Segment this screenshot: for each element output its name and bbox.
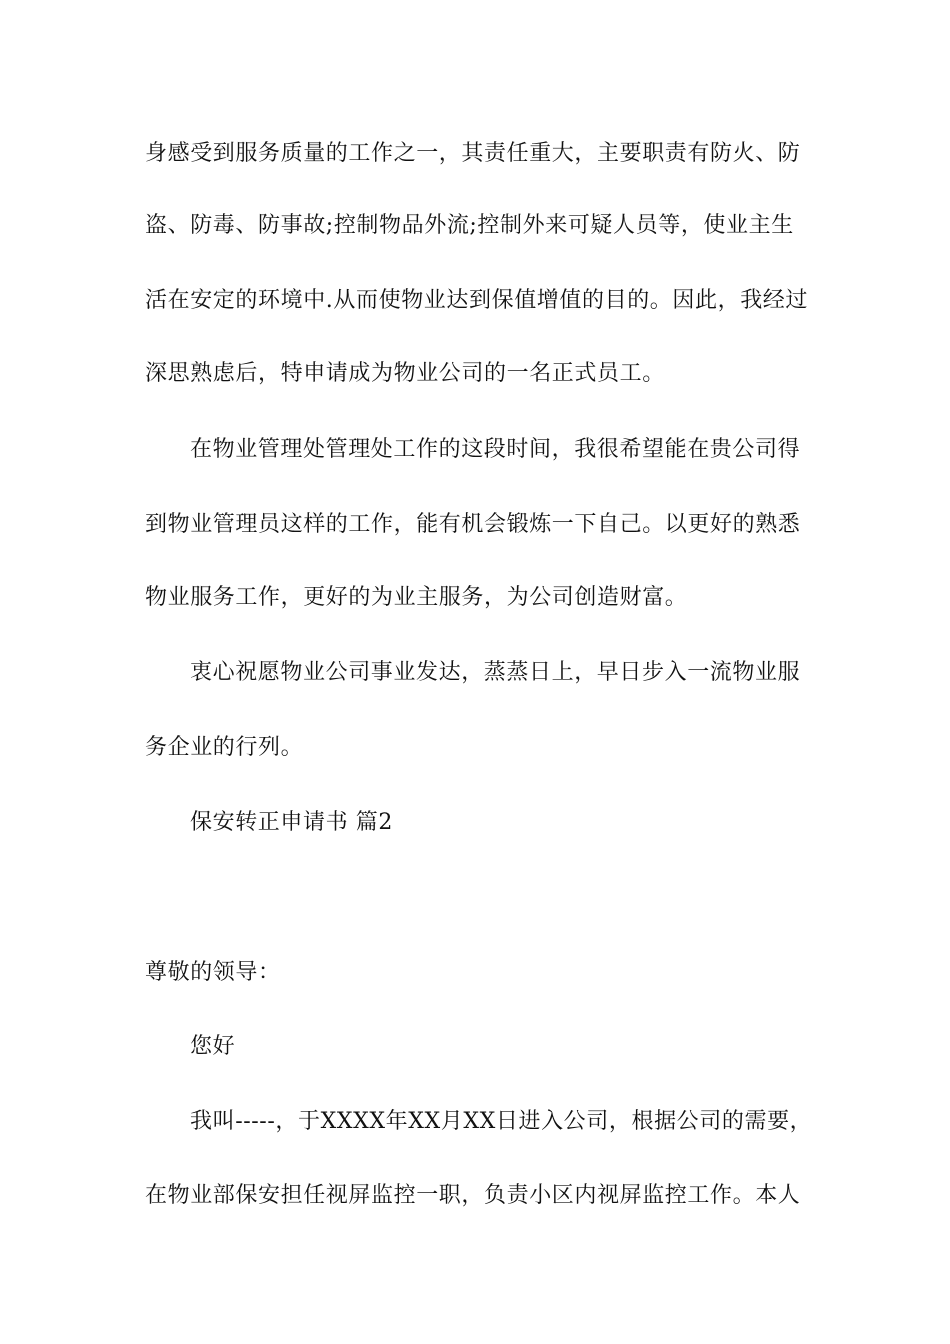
body-text-line: 在物业部保安担任视屏监控一职，负责小区内视屏监控工作。本人	[145, 1183, 801, 1208]
section-heading: 保安转正申请书 篇2	[190, 810, 393, 835]
salutation: 尊敬的领导：	[145, 960, 281, 985]
body-text-line: 务企业的行列。	[145, 735, 304, 760]
body-text-line: 活在安定的环境中.从而使物业达到保值增值的目的。因此，我经过	[145, 288, 808, 313]
greeting: 您好	[190, 1034, 236, 1059]
body-text-line: 深思熟虑后，特申请成为物业公司的一名正式员工。	[145, 361, 665, 386]
paragraph-start-line: 衷心祝愿物业公司事业发达，蒸蒸日上，早日步入一流物业服	[190, 660, 801, 685]
body-text-line: 到物业管理员这样的工作，能有机会锻炼一下自己。以更好的熟悉	[145, 512, 801, 537]
body-text-line: 身感受到服务质量的工作之一，其责任重大，主要职责有防火、防	[145, 141, 801, 166]
body-text-line: 物业服务工作，更好的为业主服务，为公司创造财富。	[145, 585, 688, 610]
body-text-line: 盗、防毒、防事故;控制物品外流;控制外来可疑人员等，使业主生	[145, 213, 794, 238]
paragraph-start-line: 我叫-----，于XXXX年XX月XX日进入公司，根据公司的需要，	[190, 1109, 813, 1134]
paragraph-start-line: 在物业管理处管理处工作的这段时间，我很希望能在贵公司得	[190, 437, 801, 462]
